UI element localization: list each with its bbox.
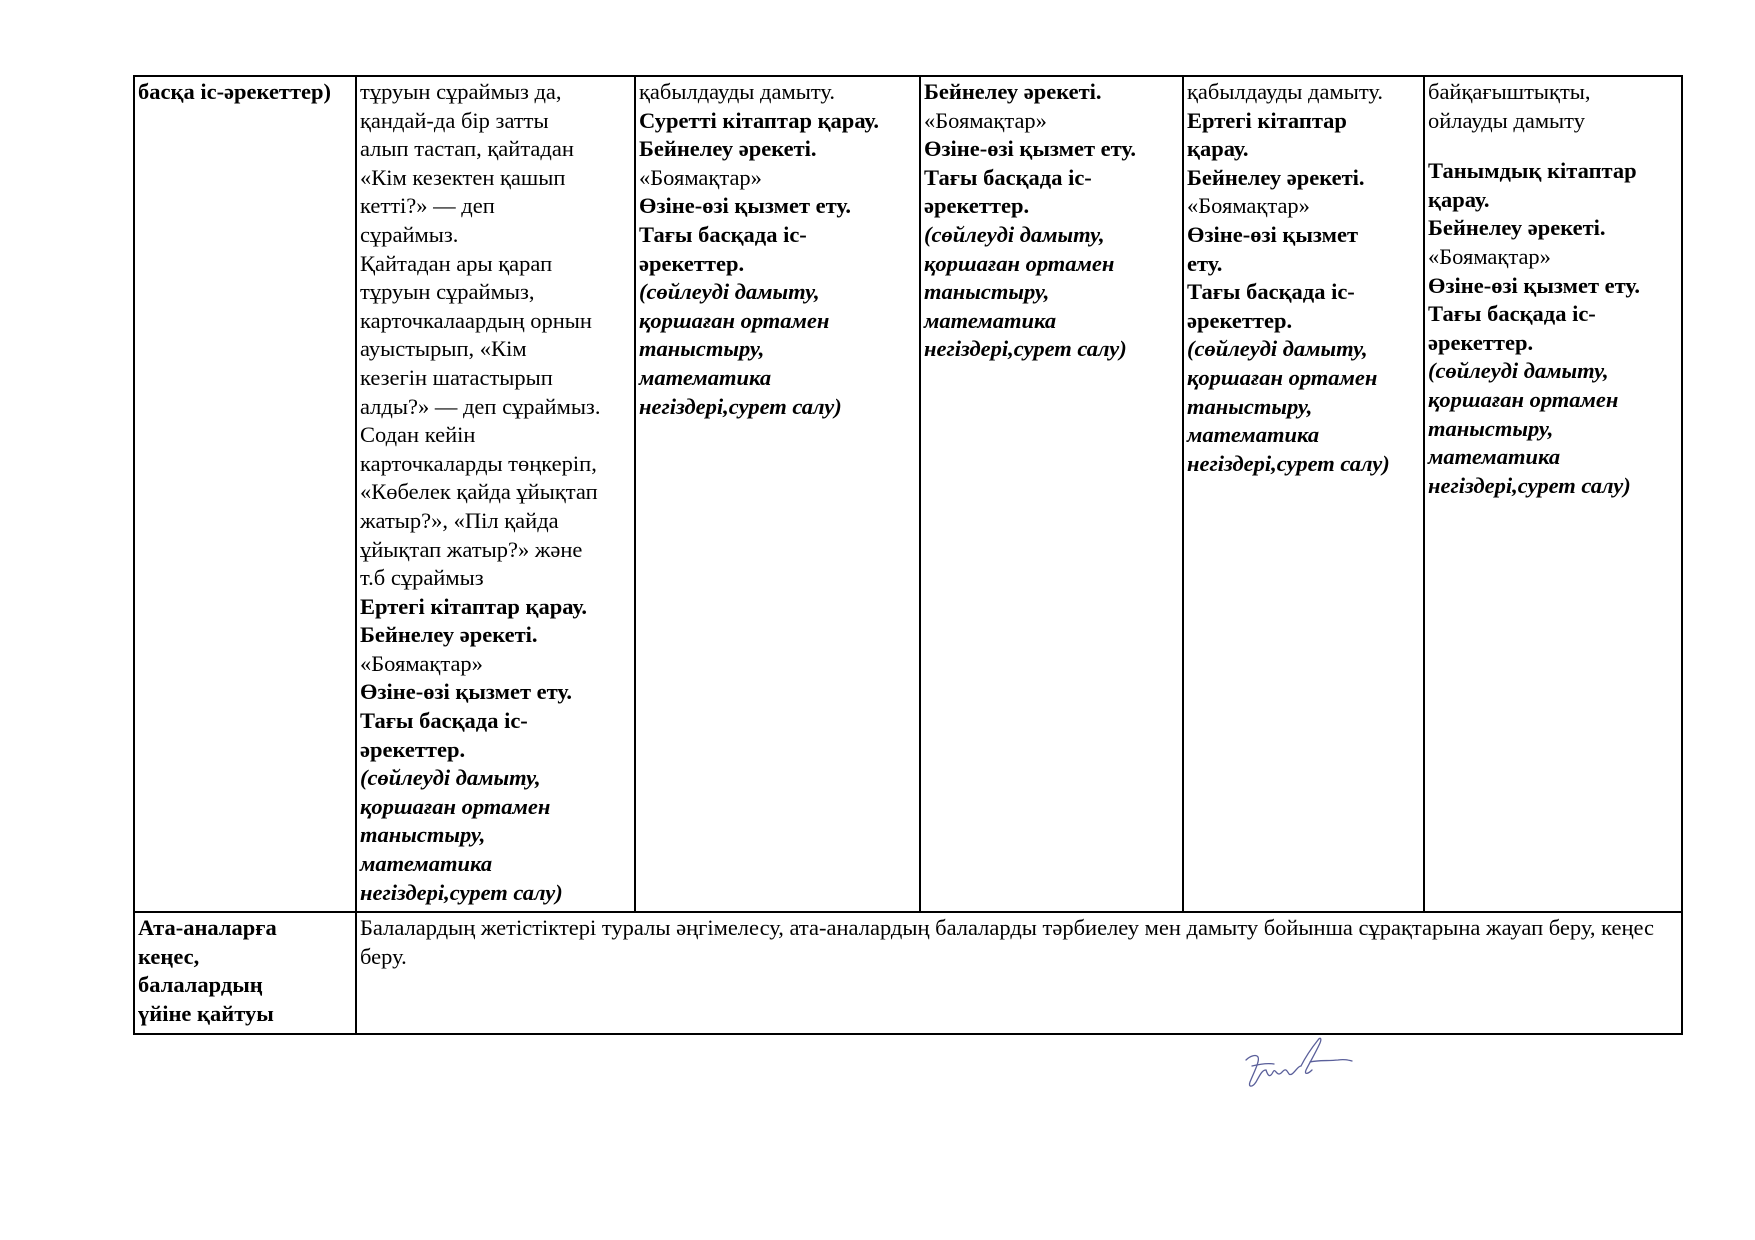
cell-line: таныстыру, xyxy=(639,336,765,362)
cell-line: қарау. xyxy=(1187,136,1249,162)
table-row-activities xyxy=(134,76,1682,912)
cell-line: негіздері,сурет салу) xyxy=(1428,472,1631,498)
cell-line: Танымдық кітаптар xyxy=(1428,158,1637,184)
cell-line: негіздері,сурет салу) xyxy=(1187,450,1390,476)
cell-line: Өзіне-өзі қызмет ету. xyxy=(924,136,1137,162)
cell-line: сұраймыз. xyxy=(360,221,459,247)
cell-line: қоршаған ортамен xyxy=(360,793,551,819)
row-label-other-activities: басқа іс-әрекеттер) xyxy=(134,76,356,912)
cell-line: Содан кейін xyxy=(360,422,476,448)
cell-line: «Боямақтар» xyxy=(360,650,483,676)
label-line: кеңес, xyxy=(138,943,200,969)
signature xyxy=(1240,1030,1360,1100)
cell-line: «Боямақтар» xyxy=(639,164,762,190)
cell-line: әрекеттер. xyxy=(360,736,466,762)
cell-line: Тағы басқада іс- xyxy=(360,708,528,734)
cell-line: (сөйлеуді дамыту, xyxy=(1187,336,1368,362)
cell-col2 xyxy=(635,76,920,912)
cell-line: Өзіне-өзі қызмет ету. xyxy=(360,679,573,705)
cell-line: «Боямақтар» xyxy=(924,107,1047,133)
cell-line: «Боямақтар» xyxy=(1428,243,1551,269)
label-line: үйіне қайтуы xyxy=(138,1001,274,1026)
cell-line: Бейнелеу әрекеті. xyxy=(1428,215,1606,241)
cell-line: қандай-да бір затты xyxy=(360,107,549,133)
table-row-parents xyxy=(134,912,1682,1033)
cell-line: әрекеттер. xyxy=(1187,307,1293,333)
cell-line: математика xyxy=(1187,422,1320,448)
cell-line: Бейнелеу әрекеті. xyxy=(360,622,538,648)
cell-line: негіздері,сурет салу) xyxy=(639,393,842,419)
cell-line: Суретті кітаптар қарау. xyxy=(639,107,880,133)
cell-line: Өзіне-өзі қызмет ету. xyxy=(1428,272,1641,298)
cell-line: ету. xyxy=(1187,250,1223,276)
cell-col4 xyxy=(1183,76,1424,912)
cell-line: ұйықтап жатыр?» және xyxy=(360,536,583,562)
cell-line: (сөйлеуді дамыту, xyxy=(924,221,1105,247)
parents-consultation-text: Балалардың жетістіктері туралы әңгімелесу, ата-аналардың балаларды тәрбиелеу мен дамыту бойынша сұрақтарына жауап беру, кеңес беру. xyxy=(356,912,1682,1033)
cell-line: математика xyxy=(1428,444,1561,470)
cell-line: Бейнелеу әрекеті. xyxy=(639,136,817,162)
cell-line: (сөйлеуді дамыту, xyxy=(360,765,541,791)
cell-line: «Боямақтар» xyxy=(1187,193,1310,219)
cell-line: математика xyxy=(360,851,493,877)
cell-line: таныстыру, xyxy=(1428,415,1554,441)
cell-line: Тағы басқада іс- xyxy=(639,221,807,247)
cell-line: Қайтадан ары қарап xyxy=(360,250,553,276)
cell-line: жатыр?», «Піл қайда xyxy=(360,507,559,533)
cell-line: қоршаған ортамен xyxy=(1187,364,1378,390)
cell-line: қарау. xyxy=(1428,186,1490,212)
cell-line: «Кім кезектен қашып xyxy=(360,164,566,190)
cell-col5 xyxy=(1424,76,1682,912)
cell-line: (сөйлеуді дамыту, xyxy=(639,279,820,305)
cell-line: алып тастап, қайтадан xyxy=(360,136,574,162)
cell-line: кетті?» — деп xyxy=(360,193,495,219)
cell-line: әрекеттер. xyxy=(639,250,745,276)
cell-line: тұруын сұраймыз да, xyxy=(360,79,562,104)
cell-line: қабылдауды дамыту. xyxy=(1187,79,1383,104)
cell-line: қоршаған ортамен xyxy=(924,250,1115,276)
cell-line: карточкалаардың орнын xyxy=(360,307,592,333)
label-line: Ата-аналарға xyxy=(138,915,277,941)
cell-line: Өзіне-өзі қызмет xyxy=(1187,221,1359,247)
cell-line: т.б сұраймыз xyxy=(360,565,484,591)
cell-line: әрекеттер. xyxy=(1428,329,1534,355)
cell-line: Бейнелеу әрекеті. xyxy=(1187,164,1365,190)
cell-line: байқағыштықты, xyxy=(1428,79,1591,104)
cell-line: әрекеттер. xyxy=(924,193,1030,219)
cell-line: Ертегі кітаптар қарау. xyxy=(360,593,587,619)
cell-line: «Көбелек қайда ұйықтап xyxy=(360,479,598,505)
plan-table xyxy=(133,75,1683,1035)
cell-line: негіздері,сурет салу) xyxy=(924,336,1127,362)
cell-col3 xyxy=(920,76,1183,912)
cell-line: Ертегі кітаптар xyxy=(1187,107,1347,133)
cell-line: қоршаған ортамен xyxy=(1428,386,1619,412)
cell-line: Бейнелеу әрекеті. xyxy=(924,79,1102,104)
cell-line: ауыстырып, «Кім xyxy=(360,336,527,362)
cell-line: қабылдауды дамыту. xyxy=(639,79,835,104)
row-label-parents xyxy=(134,912,356,1033)
cell-line: математика xyxy=(924,307,1057,333)
cell-line: таныстыру, xyxy=(924,279,1050,305)
label-line: балалардың xyxy=(138,972,263,998)
cell-line: алды?» — деп сұраймыз. xyxy=(360,393,601,419)
cell-line: тұруын сұраймыз, xyxy=(360,279,535,305)
cell-line: Тағы басқада іс- xyxy=(1428,301,1596,327)
cell-col1 xyxy=(356,76,635,912)
cell-line xyxy=(1428,135,1679,157)
cell-line: математика xyxy=(639,364,772,390)
cell-line: таныстыру, xyxy=(1187,393,1313,419)
cell-line: негіздері,сурет салу) xyxy=(360,879,563,905)
cell-line: қоршаған ортамен xyxy=(639,307,830,333)
cell-line: Тағы басқада іс- xyxy=(1187,279,1355,305)
cell-line: карточкаларды төңкеріп, xyxy=(360,450,597,476)
cell-line: ойлауды дамыту xyxy=(1428,107,1585,133)
cell-line: Тағы басқада іс- xyxy=(924,164,1092,190)
cell-line: (сөйлеуді дамыту, xyxy=(1428,358,1609,384)
cell-line: кезегін шатастырып xyxy=(360,364,553,390)
signature-strokes xyxy=(1246,1038,1352,1086)
cell-line: таныстыру, xyxy=(360,822,486,848)
cell-line: Өзіне-өзі қызмет ету. xyxy=(639,193,852,219)
